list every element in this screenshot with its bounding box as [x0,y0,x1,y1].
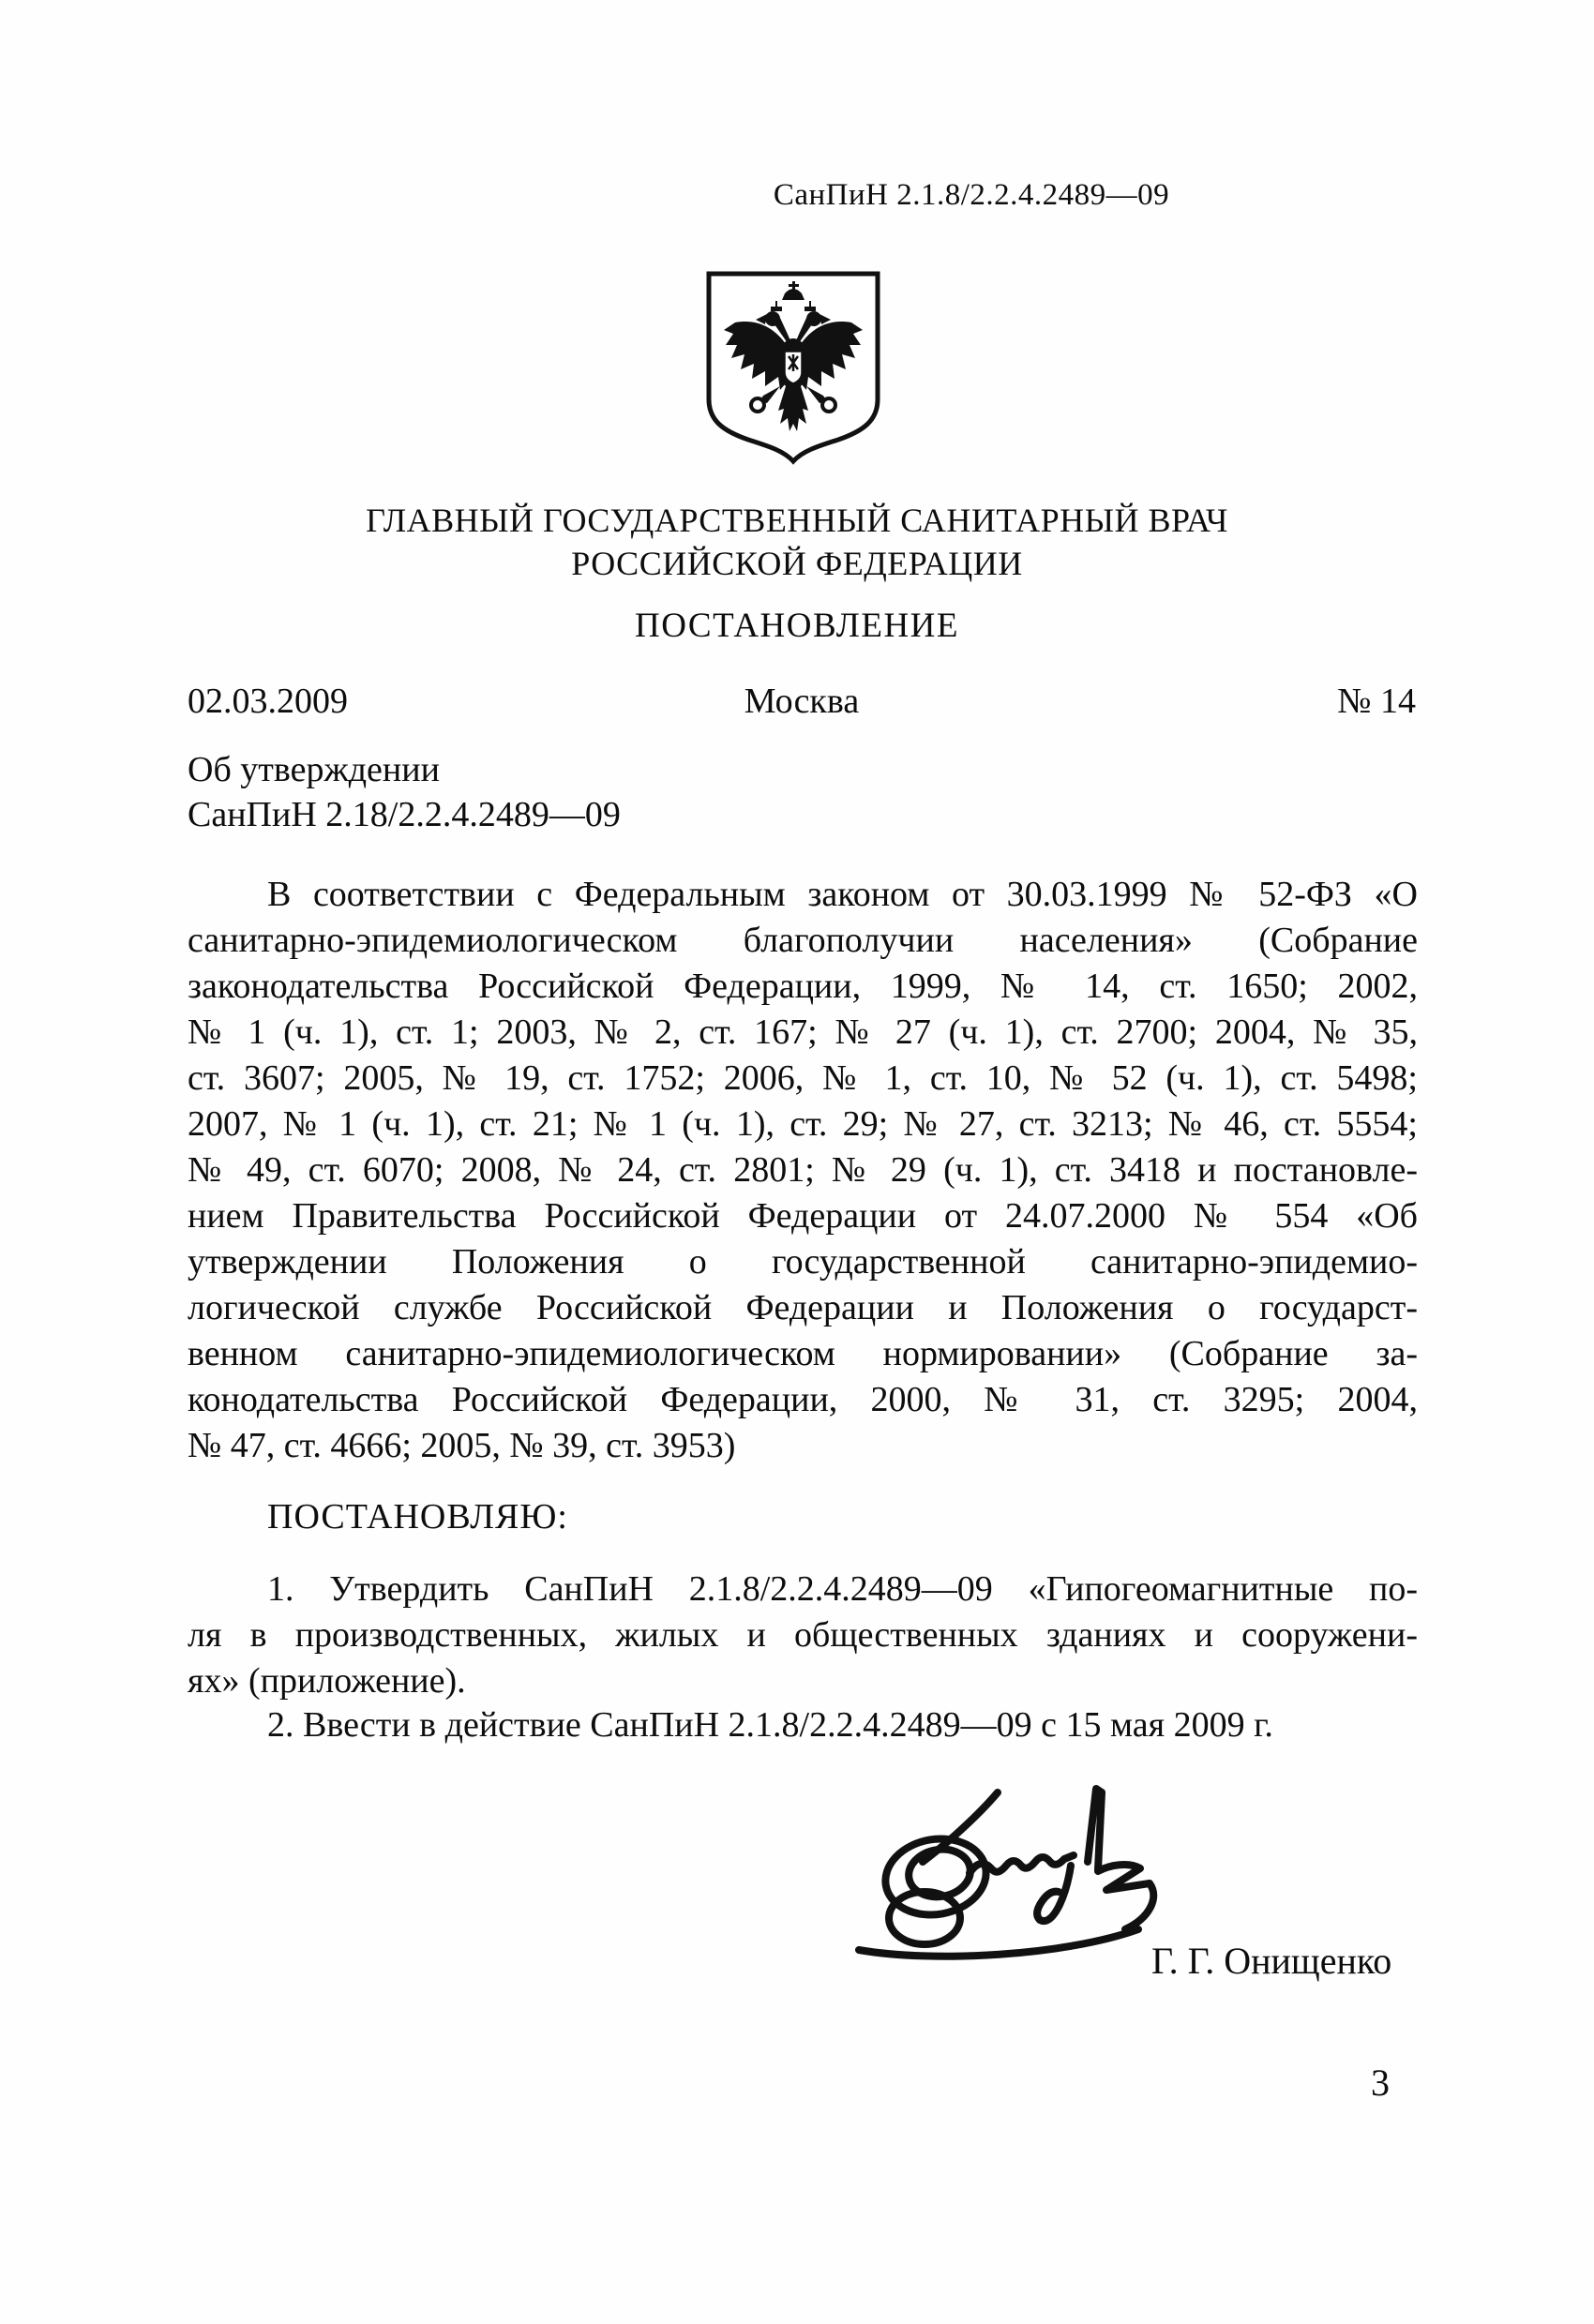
item1-line: ля в производственных, жилых и общественных зданиях и сооружени- [188,1615,1418,1655]
subject-line-1: Об утверждении [188,750,440,789]
subject-block [188,747,1031,837]
document-type-title: ПОСТАНОВЛЕНИЕ [635,607,959,645]
preamble-line: 2007, № 1 (ч. 1), ст. 21; № 1 (ч. 1), ст. 29; № 27, ст. 3213; № 46, ст. 5554; [188,1104,1418,1144]
issuer-line-2: РОССИЙСКОЙ ФЕДЕРАЦИИ [571,545,1023,582]
document-number: № 14 [1337,682,1416,721]
document-code-header: СанПиН 2.1.8/2.2.4.2489—09 [773,178,1170,212]
preamble-line: утверждении Положения о государственной санитарно-эпидемио- [188,1242,1418,1282]
subject-line-2: СанПиН 2.18/2.2.4.2489—09 [188,795,621,834]
resolution-item-2: 2. Ввести в действие СанПиН 2.1.8/2.2.4.2489—09 с 15 мая 2009 г. [267,1705,1273,1745]
issuing-authority [183,499,1411,585]
preamble-line: санитарно-эпидемиологическом благополучии населения» (Собрание [188,921,1418,960]
preamble-line: венном санитарно-эпидемиологическом нормировании» (Собрание за- [188,1334,1418,1373]
issuer-line-1: ГЛАВНЫЙ ГОСУДАРСТВЕННЫЙ САНИТАРНЫЙ ВРАЧ [366,502,1228,539]
preamble-line: № 47, ст. 4666; 2005, № 39, ст. 3953) [188,1426,736,1465]
item1-line: 1. Утвердить СанПиН 2.1.8/2.2.4.2489—09 «Гипогеомагнитные по- [267,1569,1418,1609]
item1-line: ях» (приложение). [188,1661,466,1701]
coat-of-arms-icon [701,268,885,465]
date-place-number-row [188,681,1416,722]
document-date: 02.03.2009 [188,682,348,721]
resolution-keyword: ПОСТАНОВЛЯЮ: [267,1497,568,1537]
preamble-line: логической службе Российской Федерации и Положения о государст- [188,1288,1418,1327]
preamble-line: конодательства Российской Федерации, 2000, № 31, ст. 3295; 2004, [188,1380,1418,1419]
preamble-paragraph [188,872,1418,1469]
resolution-item-1 [188,1567,1418,1704]
preamble-line: законодательства Российской Федерации, 1999, № 14, ст. 1650; 2002, [188,967,1418,1006]
document-city: Москва [744,682,860,721]
signatory-name: Г. Г. Онищенко [1151,1940,1392,1982]
preamble-line: № 49, ст. 6070; 2008, № 24, ст. 2801; № 29 (ч. 1), ст. 3418 и постановле- [188,1150,1418,1190]
page-number: 3 [1371,2062,1390,2104]
preamble-line: ст. 3607; 2005, № 19, ст. 1752; 2006, № 1, ст. 10, № 52 (ч. 1), ст. 5498; [188,1058,1418,1098]
preamble-line: № 1 (ч. 1), ст. 1; 2003, № 2, ст. 167; № 27 (ч. 1), ст. 2700; 2004, № 35, [188,1012,1418,1052]
preamble-line: нием Правительства Российской Федерации от 24.07.2000 № 554 «Об [188,1196,1418,1236]
preamble-line: В соответствии с Федеральным законом от 30.03.1999 № 52-ФЗ «О [267,875,1418,914]
